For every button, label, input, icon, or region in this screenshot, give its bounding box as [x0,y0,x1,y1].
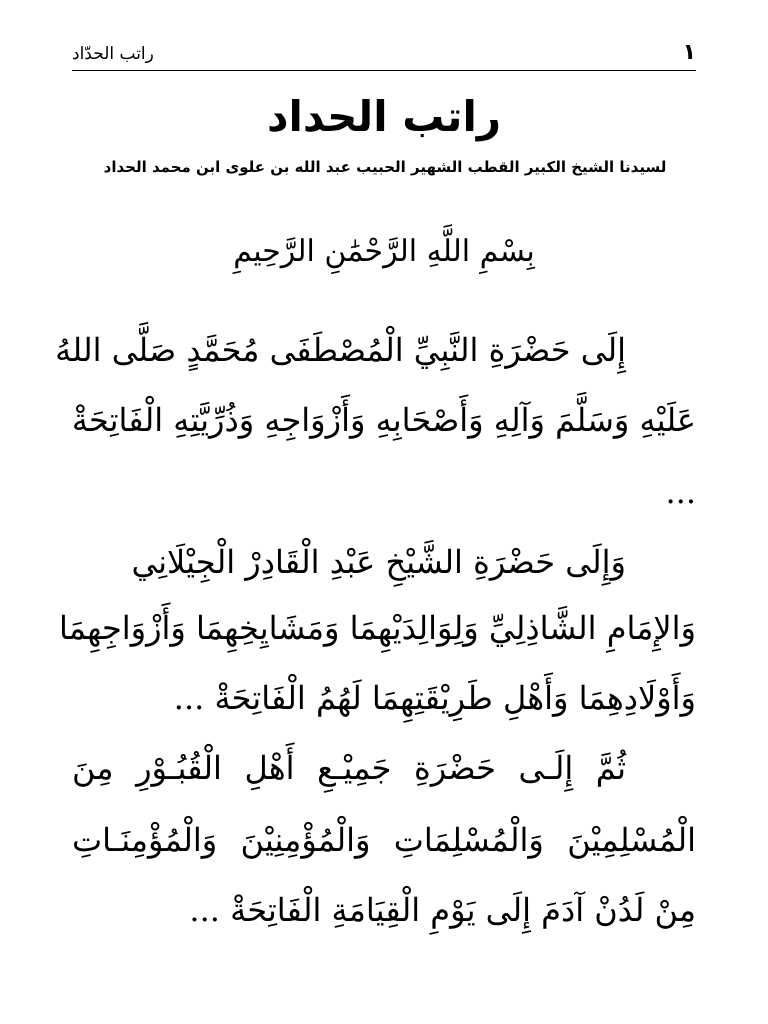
paragraph-2-line-3: وَأَوْلَادِهِمَا وَأَهْلِ طَرِيْقَتِهِمَا لَهُمُ الْفَاتِحَةْ ... [173,679,696,717]
running-title: راتب الحدّاد [72,44,154,64]
document-subtitle: لسيدنا الشيخ الكبير القطب الشهير الحبيب عبد الله بن علوى ابن محمد الحداد [103,158,667,176]
basmala-calligraphy: بِسْمِ اللَّهِ الرَّحْمَٰنِ الرَّحِيمِ [233,234,535,269]
paragraph-2-line-2: وَالإِمَامِ الشَّاذِلِيِّ وَلِوَالِدَيْهِمَا وَمَشَايِخِهِمَا وَأَزْوَاجِهِمَا [58,609,696,647]
paragraph-1-line-2: عَلَيْهِ وَسَلَّمَ وَآلِهِ وَأَصْحَابِهِ وَأَزْوَاجِهِ وَذُرِّيَّتِهِ الْفَاتِحَةْ [71,401,696,439]
page-number: ١ [682,40,696,65]
paragraph-3-line-3: مِنْ لَدُنْ آدَمَ إِلَى يَوْمِ الْقِيَامَةِ الْفَاتِحَةْ ... [189,891,696,929]
paragraph-3-line-2: الْمُسْلِمِيْنَ وَالْمُسْلِمَاتِ وَالْمُؤْمِنِيْنَ وَالْمُؤْمِنَـاتِ [72,821,696,859]
paragraph-3-line-1: ثُمَّ إِلَـى حَضْرَةِ جَمِيْـعِ أَهْلِ الْقُبُـوْرِ مِنَ [72,749,626,787]
running-header [72,38,696,71]
document-title: راتب الحداد [266,92,502,141]
paragraph-2-line-1: وَإِلَى حَضْرَةِ الشَّيْخِ عَبْدِ الْقَادِرْ الْجِيْلَانِي [131,543,626,581]
paragraph-1-line-1: إِلَى حَضْرَةِ النَّبِيِّ الْمُصْطَفَى مُحَمَّدٍ صَلَّى اللهُ [55,331,626,369]
paragraph-1-line-3: ... [665,473,696,511]
